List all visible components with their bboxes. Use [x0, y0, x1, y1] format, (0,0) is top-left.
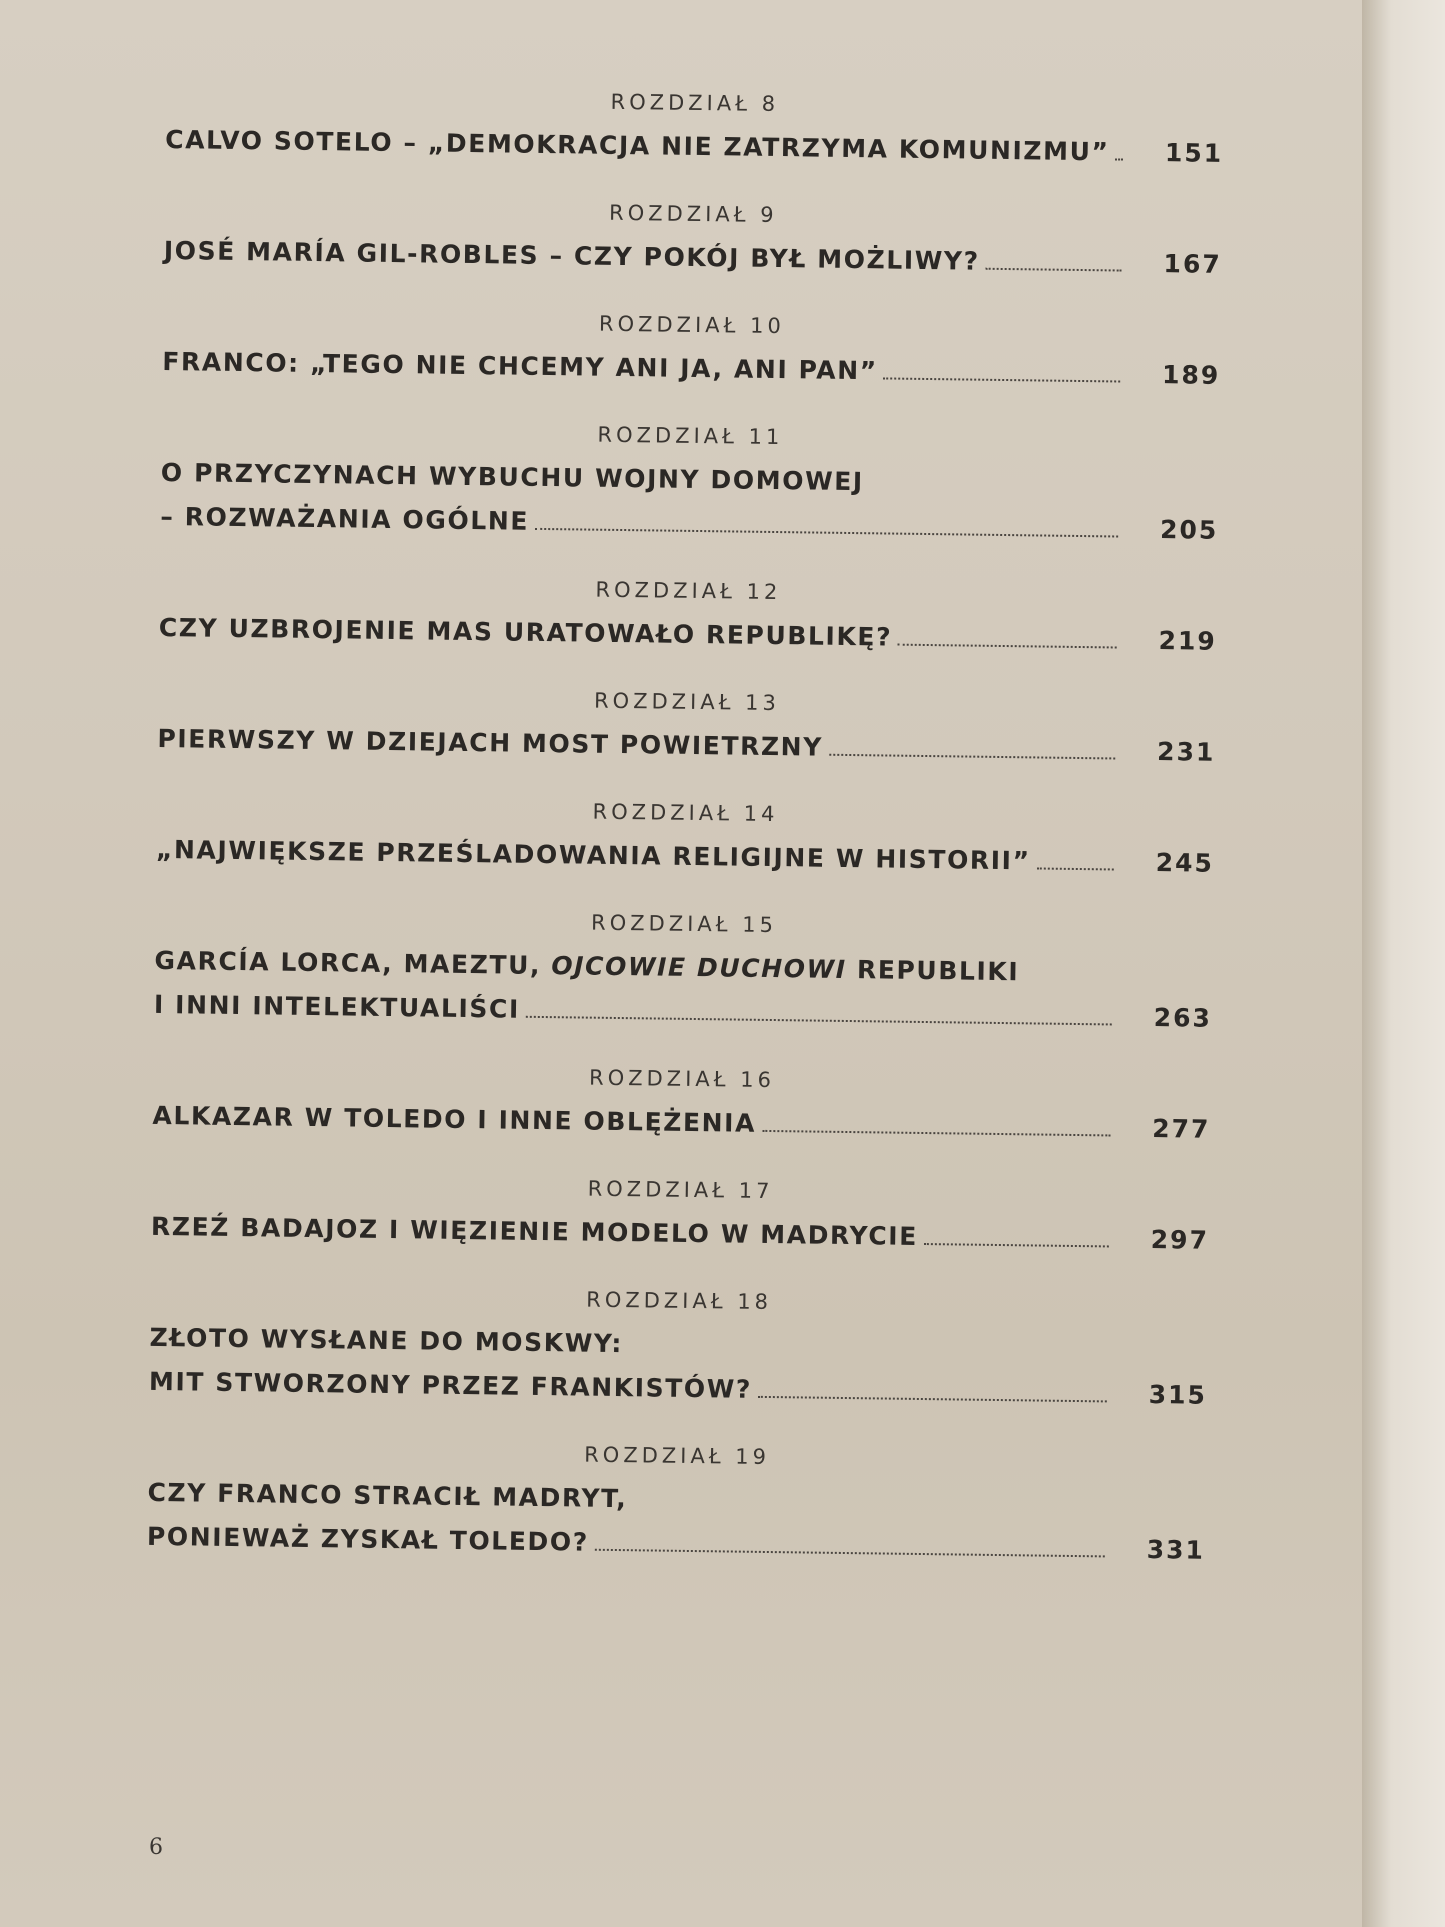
page-number: 205 [1159, 515, 1219, 545]
chapter-label: ROZDZIAŁ 13 [593, 688, 781, 716]
toc-entry [152, 1060, 1211, 1152]
chapter-title: CZY FRANCO STRACIŁ MADRYT, [147, 1477, 628, 1514]
page-number: 277 [1152, 1114, 1211, 1144]
chapter-label: ROZDZIAŁ 12 [595, 577, 782, 605]
toc-entry [164, 195, 1223, 287]
page-number: 245 [1155, 848, 1215, 878]
dot-leader [1036, 867, 1113, 870]
chapter-title-cont: – ROZWAŻANIA OGÓLNE [160, 501, 530, 536]
chapter-title: ZŁOTO WYSŁANE DO MOSKWY: [149, 1322, 624, 1359]
chapter-label: ROZDZIAŁ 16 [588, 1065, 776, 1093]
dot-leader [829, 754, 1115, 760]
dot-leader [1115, 158, 1123, 160]
page-number: 151 [1164, 138, 1224, 168]
chapter-label: ROZDZIAŁ 19 [584, 1442, 771, 1470]
page-number: 315 [1148, 1379, 1208, 1410]
chapter-title: CZY UZBROJENIE MAS URATOWAŁO REPUBLIKĘ? [158, 612, 893, 652]
dot-leader [595, 1549, 1105, 1558]
toc-entry [165, 84, 1224, 176]
chapter-label: ROZDZIAŁ 8 [610, 89, 780, 117]
chapter-label: ROZDZIAŁ 15 [590, 910, 778, 938]
toc-entry [149, 1282, 1209, 1418]
chapter-title: FRANCO: „TEGO NIE CHCEMY ANI JA, ANI PAN” [162, 346, 878, 386]
chapter-label: ROZDZIAŁ 17 [587, 1176, 774, 1204]
chapter-title-cont: MIT STWORZONY PRZEZ FRANKISTÓW? [148, 1366, 753, 1404]
dot-leader [898, 644, 1117, 649]
chapter-title: „NAJWIĘKSZE PRZEŚLADOWANIA RELIGIJNE W HISTORII” [155, 834, 1031, 876]
chapter-title: JOSÉ MARÍA GIL-ROBLES – CZY POKÓJ BYŁ MOŻLIWY? [163, 235, 980, 276]
chapter-label: ROZDZIAŁ 11 [597, 422, 784, 450]
folio-page-number: 6 [149, 1835, 163, 1860]
chapter-label: ROZDZIAŁ 9 [608, 200, 778, 228]
chapter-label: ROZDZIAŁ 10 [598, 311, 785, 339]
toc-entry [154, 905, 1214, 1041]
title-part: REPUBLIKI [846, 954, 1020, 987]
page-number: 263 [1153, 1003, 1213, 1033]
dot-leader [762, 1130, 1110, 1137]
chapter-title-cont: I INNI INTELEKTUALIŚCI [153, 989, 521, 1024]
dot-leader [884, 377, 1121, 382]
toc-entry [156, 794, 1215, 886]
facing-page-edge [1362, 0, 1445, 1927]
table-of-contents [146, 84, 1224, 1606]
title-italic-part: OJCOWIE DUCHOWI [551, 951, 847, 984]
dot-leader [526, 1016, 1112, 1026]
dot-leader [535, 528, 1118, 538]
toc-entry [157, 683, 1216, 775]
toc-entry [162, 306, 1221, 398]
page-number: 167 [1163, 249, 1222, 279]
chapter-title: PIERWSZY W DZIEJACH MOST POWIETRZNY [157, 723, 824, 762]
dot-leader [986, 268, 1122, 272]
chapter-title: RZEŹ BADAJOZ I WIĘZIENIE MODELO W MADRYCIE [150, 1211, 919, 1251]
page-number: 231 [1156, 737, 1216, 767]
page-number: 297 [1150, 1224, 1210, 1255]
toc-entry [147, 1437, 1207, 1573]
chapter-label: ROZDZIAŁ 18 [586, 1287, 773, 1315]
toc-entry [159, 572, 1218, 664]
page-number: 331 [1146, 1534, 1206, 1565]
toc-entry [160, 417, 1220, 553]
page-number: 189 [1161, 360, 1221, 390]
chapter-title: CALVO SOTELO – „DEMOKRACJA NIE ZATRZYMA KOMUNIZMU” [165, 124, 1110, 167]
chapter-title: ALKAZAR W TOLEDO I INNE OBLĘŻENIA [152, 1100, 757, 1138]
toc-entry [151, 1171, 1210, 1263]
chapter-label: ROZDZIAŁ 14 [592, 799, 779, 827]
page-number: 219 [1158, 626, 1217, 656]
dot-leader [758, 1396, 1107, 1403]
title-part: GARCÍA LORCA, MAEZTU, [154, 945, 552, 981]
chapter-title-cont: PONIEWAŻ ZYSKAŁ TOLEDO? [146, 1521, 589, 1557]
dot-leader [924, 1243, 1109, 1247]
chapter-title: O PRZYCZYNACH WYBUCHU WOJNY DOMOWEJ [160, 457, 864, 497]
